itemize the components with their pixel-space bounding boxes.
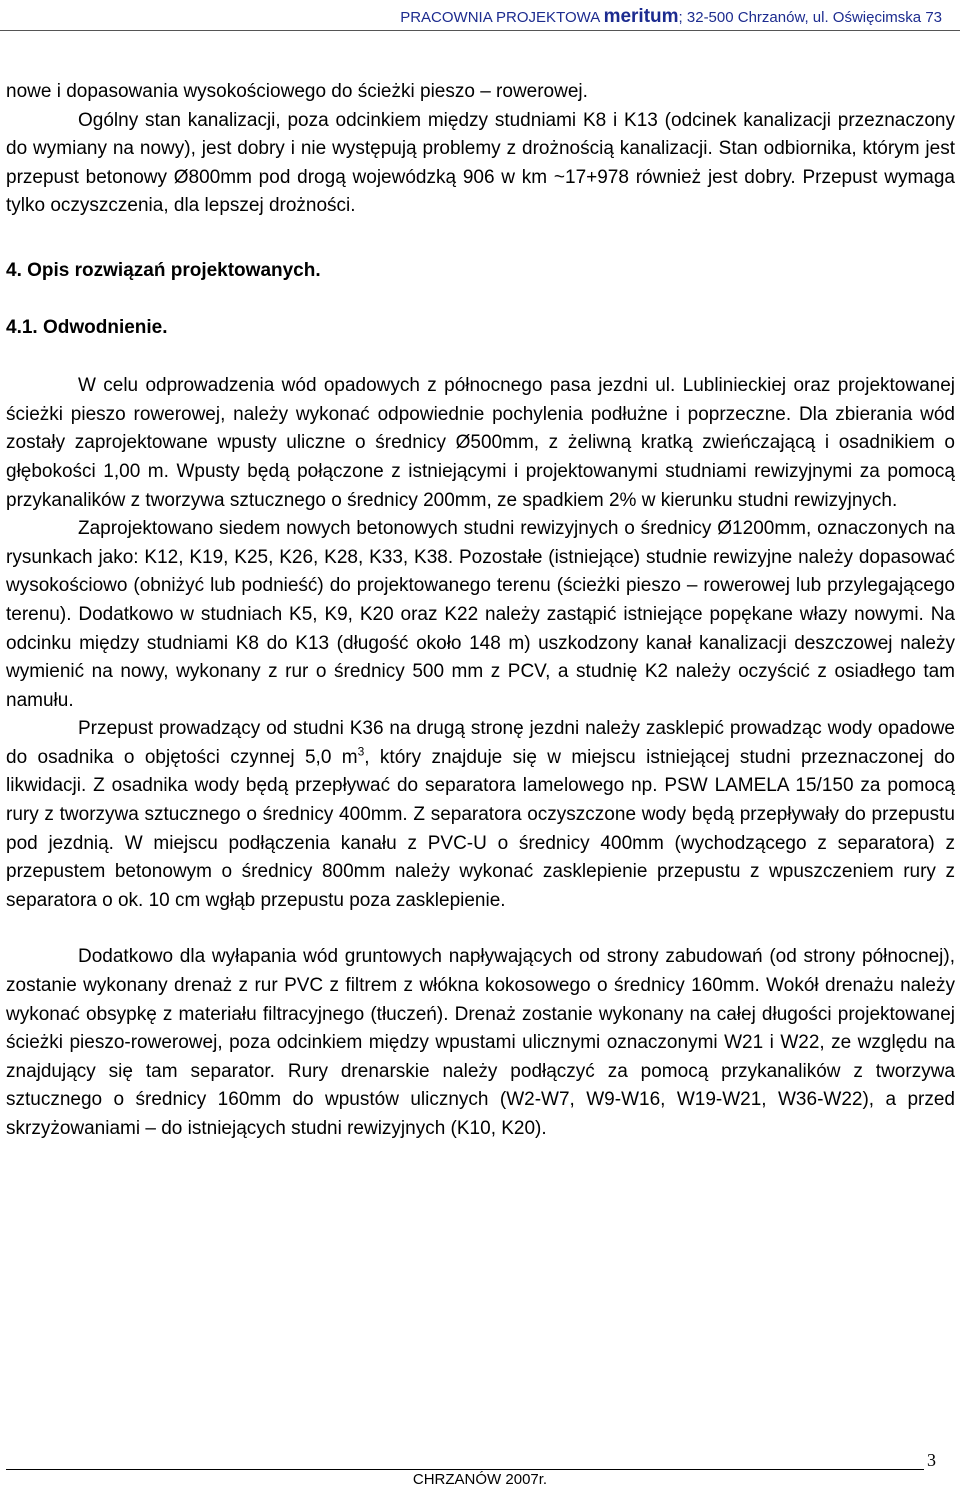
- culvert-text-start: Przepust prowadzący od studni K36 na drugą stronę jezdni należy zasklepić prowadząc wody opadowe do osadnika o objętości czynnej 5,0 m: [6, 718, 955, 768]
- paragraph-manholes: Zaprojektowano siedem nowych betonowych studni rewizyjnych o średnicy Ø1200mm, oznaczonych na rysunkach jako: K12, K19, K25, K26, K28, K33, K38. Pozostałe (istniejące) studnie rewizyjne należy dopasować wysokościowo (obniżyć lub podnieść) do projektowanego terenu (ścieżki pieszo – rowerowej lub przylegającego terenu). Dodatkowo w studniach K5, K9, K20 oraz K22 należy zastąpić istniejące popękane włazy nowymi. Na odcinku między studniami K8 do K13 (długość około 148 m) uszkodzony kanał kanalizacji deszczowej należy wymienić na nowy, wykonany z rur o średnicy 500 mm z PCV, a studnię K2 należy oczyścić z osiadłego tam namułu.: [6, 518, 955, 711]
- intro-line: nowe i dopasowania wysokościowego do ścieżki pieszo – rowerowej.: [6, 81, 588, 102]
- paragraph-groundwater: Dodatkowo dla wyłapania wód gruntowych napływających od strony zabudowań (od strony północnej), zostanie wykonany drenaż z rur PVC z filtrem z włókna kokosowego o średnicy 160mm. Wokół drenażu należy wykonać obsypkę z materiału filtracyjnego (tłuczeń). Drenaż zostanie wykonany na całej długości projektowanej ścieżki pieszo-rowerowej, poza odcinkiem między wpustami ulicznymi oznaczonymi W21 i W22, ze względu na znajdujący się tam separator. Rury drenarskie należy podłączyć za pomocą przykanalików z tworzywa sztucznego o średnicy 160mm do wpustów ulicznych (W2-W7, W9-W16, W19-W21, W36-W22), a przed skrzyżowaniami – do istniejących studni rewizyjnych (K10, K20).: [6, 946, 955, 1139]
- page-header: [400, 6, 942, 28]
- intro-paragraph: Ogólny stan kanalizacji, poza odcinkiem między studniami K8 i K13 (odcinek kanalizacji przeznaczony do wymiany na nowy), jest dobry i nie występują problemy z drożnością kanalizacji. Stan odbiornika, którym jest przepust betonowy Ø800mm pod drogą wojewódzką 906 w km ~17+978 również jest dobry. Przepust wymaga tylko oczyszczenia, dla lepszej drożności.: [6, 109, 955, 217]
- header-brand: meritum: [603, 6, 679, 27]
- paragraph-drainage: W celu odprowadzenia wód opadowych z północnego pasa jezdni ul. Lublinieckiej oraz projektowanej ścieżki pieszo rowerowej, należy wykonać odpowiednie pochylenia podłużne i poprzeczne. Dla zbierania wód zostały zaprojektowane wpusty uliczne o średnicy Ø500mm, z żeliwną kratką zwieńczającą i osadnikiem o głębokości 1,00 m. Wpusty będą połączone z istniejącymi i projektowanymi studniami rewizyjnymi za pomocą przykanalików z tworzywa sztucznego o średnicy 200mm, ze spadkiem 2% w kierunku studni rewizyjnych.: [6, 375, 955, 511]
- paragraph-culvert: [6, 715, 955, 915]
- culvert-text-end: , który znajduje się w miejscu istniejącej studni przeznaczonej do likwidacji. Z osadnika wody będą przepływać do separatora lamelowego np. PSW LAMELA 15/150 za pomocą rury z tworzywa sztucznego o średnicy 400mm. Z separatora oczyszczone wody będą przepływały do przepustu pod jezdnią. W miejscu podłączenia kanału z PVC-U o średnicy 400mm (wychodzącego z separatora) z przepustem betonowym o średnicy 800mm należy wykonać zasklepienie przepustu z wpuszczeniem rury z separatora o ok. 10 cm wgłąb przepustu poza zasklepienie.: [6, 746, 955, 911]
- header-address: ; 32-500 Chrzanów, ul. Oświęcimska 73: [678, 9, 942, 26]
- header-prefix: PRACOWNIA PROJEKTOWA: [400, 9, 600, 26]
- section-heading: 4. Opis rozwiązań projektowanych.: [6, 259, 321, 281]
- header-rule: [0, 30, 960, 31]
- page-number: 3: [927, 1450, 936, 1470]
- footer-rule: [6, 1469, 924, 1470]
- culvert-superscript: 3: [357, 744, 365, 759]
- footer-text: CHRZANÓW 2007r.: [412, 1471, 548, 1488]
- document-body: [6, 78, 955, 1144]
- subsection-heading: 4.1. Odwodnienie.: [6, 316, 168, 338]
